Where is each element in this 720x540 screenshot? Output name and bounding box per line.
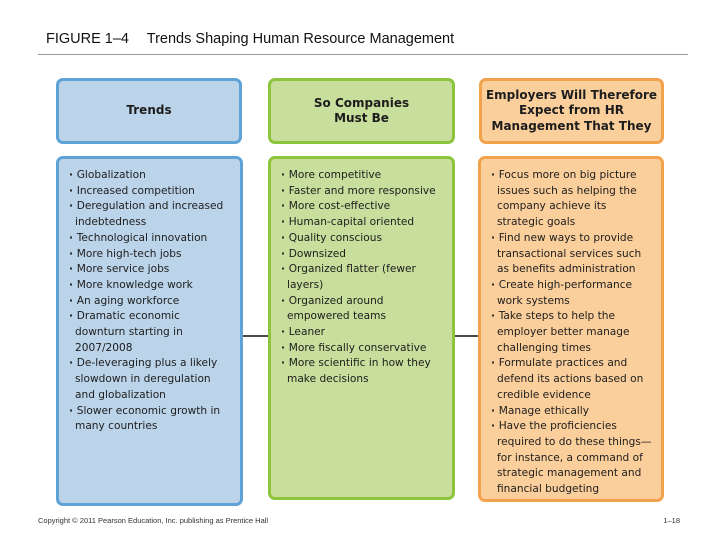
slide-title — [46, 31, 454, 47]
employers-header — [479, 78, 664, 144]
list-item: · Focus more on big picture issues such as helping the company achieve its strategic goals — [489, 168, 653, 231]
trends-header — [56, 78, 242, 144]
page-number: 1–18 — [663, 516, 680, 525]
list-item: · An aging workforce — [67, 294, 232, 310]
list-item: · De-leveraging plus a likely slowdown in deregulation and globalization — [67, 356, 232, 403]
list-item: · Formulate practices and defend its actions based on credible evidence — [489, 356, 653, 403]
list-item: · More service jobs — [67, 262, 232, 278]
title-divider — [38, 54, 688, 55]
trends-list — [67, 168, 232, 435]
employers-heading-line: Management That They — [491, 118, 652, 133]
figure-title: Trends Shaping Human Resource Management — [146, 31, 455, 47]
employers-heading — [486, 88, 657, 135]
figure-label: FIGURE 1–4 — [46, 31, 129, 47]
list-item: · Quality conscious — [279, 231, 444, 247]
employers-heading-line: Employers Will Therefore — [485, 87, 658, 102]
employers-heading-line: Expect from HR — [518, 103, 625, 118]
list-item: · Globalization — [67, 168, 232, 184]
list-item: · Slower economic growth in many countries — [67, 404, 232, 435]
companies-list — [279, 168, 444, 388]
list-item: · Leaner — [279, 325, 444, 341]
list-item: · More scientific in how they make decisions — [279, 356, 444, 387]
list-item: · Find new ways to provide transactional services such as benefits administration — [489, 231, 653, 278]
list-item: · Human-capital oriented — [279, 215, 444, 231]
copyright-notice: Copyright © 2011 Pearson Education, Inc. publishing as Prentice Hall — [38, 516, 269, 525]
companies-heading-line: Must Be — [334, 111, 389, 125]
list-item: · Manage ethically — [489, 404, 653, 420]
list-item: · More knowledge work — [67, 278, 232, 294]
list-item: · Deregulation and increased indebtedness — [67, 199, 232, 230]
list-item: · More high-tech jobs — [67, 247, 232, 263]
companies-heading — [314, 96, 409, 127]
connector-line — [243, 335, 268, 337]
list-item: · Take steps to help the employer better manage challenging times — [489, 309, 653, 356]
list-item: · More cost-effective — [279, 199, 444, 215]
trends-heading: Trends — [126, 103, 172, 118]
list-item: · Faster and more responsive — [279, 184, 444, 200]
list-item: · More fiscally conservative — [279, 341, 444, 357]
list-item: · Technological innovation — [67, 231, 232, 247]
list-item: · Increased competition — [67, 184, 232, 200]
trends-box — [56, 156, 243, 506]
list-item: · Have the proficiencies required to do these things—for instance, a command of strategic management and financial budgeting — [489, 419, 653, 498]
list-item: · Create high-performance work systems — [489, 278, 653, 309]
companies-box — [268, 156, 455, 500]
employers-box — [478, 156, 664, 502]
employers-list — [489, 168, 653, 498]
list-item: · Organized flatter (fewer layers) — [279, 262, 444, 293]
list-item: · Downsized — [279, 247, 444, 263]
companies-header — [268, 78, 455, 144]
list-item: · More competitive — [279, 168, 444, 184]
list-item: · Dramatic economic downturn starting in 2007/2008 — [67, 309, 232, 356]
trends-diagram — [56, 78, 666, 506]
list-item: · Organized around empowered teams — [279, 294, 444, 325]
connector-line — [455, 335, 478, 337]
companies-heading-line: So Companies — [313, 95, 410, 110]
